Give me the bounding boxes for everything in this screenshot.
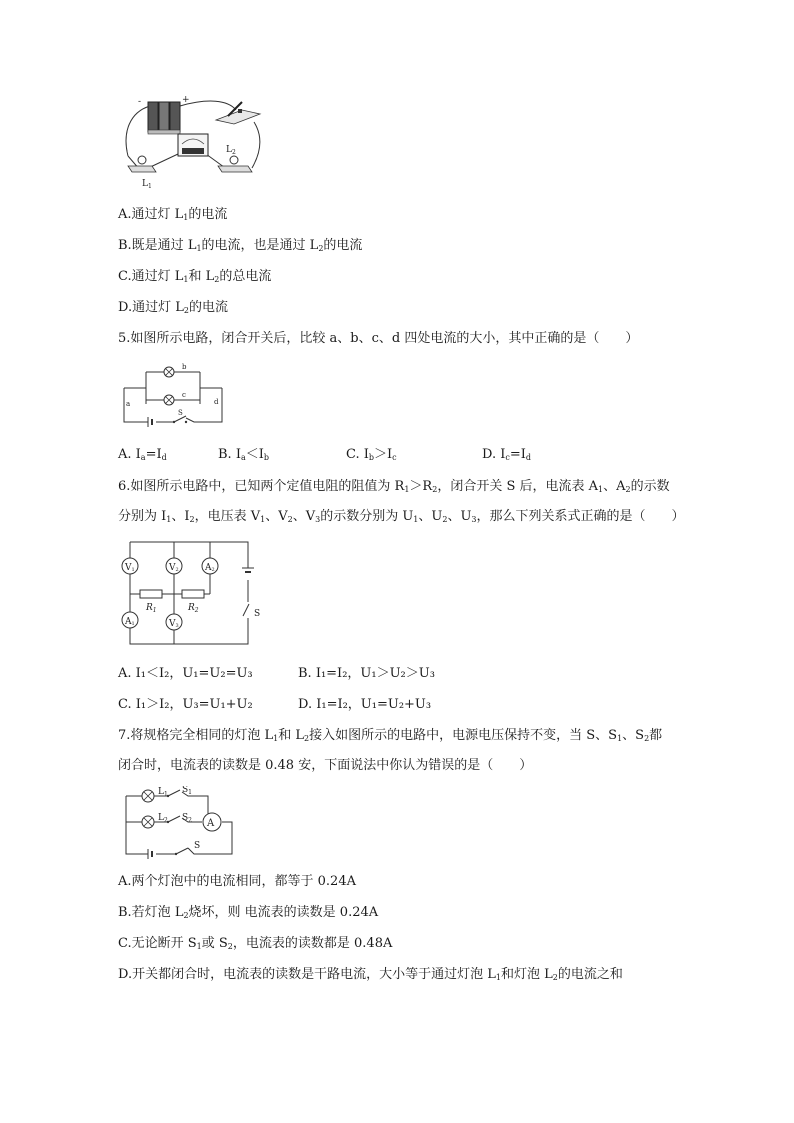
- lamp-l2-icon: [142, 816, 154, 828]
- q6-option-b: B. I₁=I₂，U₁＞U₂＞U₃: [298, 666, 435, 681]
- lamp-l1-icon: [142, 790, 154, 802]
- q5-option-d: D. $I_c=I_d$: [482, 447, 531, 462]
- svg-text:d: d: [214, 398, 219, 406]
- svg-text:a: a: [126, 400, 131, 408]
- ammeter-a2-icon: [202, 558, 218, 574]
- svg-text:A: A: [207, 818, 215, 829]
- q7-option-c: C.无论断开 $S_1$或 $S_2$，电流表的读数都是 0.48A: [118, 936, 393, 951]
- svg-text:L2: $L_2$: [226, 145, 236, 156]
- q6-stem-line2: 分别为 $I_1$、$I_2$，电压表 $V_1$、$V_2$、$V_3$的示数分别为 $U_1$、$U_2$、$U_3$，那么下列关系式正确的是（ ）: [118, 509, 685, 524]
- svg-text:S2: $S_2$: [182, 813, 192, 824]
- q6-option-c: C. I₁＞I₂，U₃=U₁+U₂: [118, 697, 253, 712]
- q6-option-d: D. I₁=I₂，U₁=U₂+U₃: [298, 697, 432, 712]
- battery-icon: [148, 102, 180, 134]
- lamp-l2-icon: [218, 156, 252, 172]
- svg-text:+: +: [182, 95, 190, 105]
- q5-circuit-figure: [118, 360, 228, 428]
- lamp-l1-icon: [128, 156, 156, 172]
- q6-option-a: A. I₁＜I₂，U₁=U₂=U₃: [118, 666, 253, 681]
- q5-option-a: A. $I_a=I_d$: [118, 447, 167, 462]
- svg-text:L1: $L_1$: [158, 787, 168, 798]
- q4-option-a: A.通过灯 $L_1$的电流: [118, 207, 228, 222]
- svg-text:R1: $R_1$: [146, 603, 157, 614]
- svg-text:S: S: [194, 841, 201, 851]
- lamp-icon: [164, 395, 174, 405]
- q7-option-b: B.若灯泡 $L_2$烧坏，则 电流表的读数是 0.24A: [118, 905, 379, 920]
- switch-icon: [216, 102, 260, 124]
- svg-text:A2: A2: [205, 563, 215, 573]
- q5-options: [118, 446, 678, 464]
- q7-stem-line2: 闭合时，电流表的读数是 0.48 安，下面说法中你认为错误的是（ ）: [118, 758, 533, 773]
- ammeter-a1-icon: [122, 612, 138, 628]
- q4-circuit-figure: [118, 92, 268, 194]
- q4-option-c: C.通过灯 $L_1$和 $L_2$的总电流: [118, 269, 272, 284]
- svg-text:V1: V1: [125, 563, 135, 573]
- q7-option-d: D.开关都闭合时，电流表的读数是干路电流，大小等于通过灯泡 $L_1$和灯泡 $L_2$的电流之和: [118, 967, 623, 982]
- ammeter-icon: [178, 134, 208, 156]
- svg-text:S1: $S_1$: [182, 786, 192, 796]
- q6-circuit-figure: [118, 538, 268, 648]
- svg-text:L2: $L_2$: [158, 813, 168, 824]
- svg-text:L1: $L_1$: [142, 179, 152, 190]
- q6-stem-line1: 6.如图所示电路中，已知两个定值电阻的阻值为 $R_1>R_2$，闭合开关 S 后，电流表 $A_1$、$A_2$的示数: [118, 479, 670, 494]
- q6-options-row1: [118, 665, 678, 683]
- battery-icon: [148, 417, 152, 427]
- svg-text:S: S: [254, 609, 261, 619]
- svg-text:c: c: [182, 391, 186, 399]
- q4-option-b: B.既是通过 $L_1$的电流，也是通过 $L_2$的电流: [118, 238, 363, 253]
- q7-option-a: A.两个灯泡中的电流相同，都等于 0.24A: [118, 874, 356, 889]
- lamp-icon: [164, 367, 174, 377]
- svg-text:V3: V3: [169, 619, 179, 629]
- q4-option-d: D.通过灯 $L_2$的电流: [118, 300, 228, 315]
- svg-text:S: S: [178, 409, 183, 417]
- svg-text:V2: V2: [169, 563, 179, 573]
- svg-text:b: b: [182, 363, 187, 371]
- svg-text:A1: A1: [125, 617, 135, 627]
- svg-text:R2: $R_2$: [188, 603, 199, 614]
- q5-option-b: B. $I_a<I_b$: [218, 447, 269, 462]
- battery-icon: [242, 568, 254, 572]
- q5-option-c: C. $I_b>I_c$: [346, 447, 397, 462]
- voltmeter-v2-icon: [166, 558, 182, 574]
- q7-stem-line1: 7.将规格完全相同的灯泡 $L_1$和 $L_2$接入如图所示的电路中，电源电压保持不变，当 S、$S_1$、$S_2$都: [118, 728, 663, 743]
- q7-circuit-figure: [118, 786, 238, 862]
- q6-options-row2: [118, 696, 678, 714]
- q5-stem: 5.如图所示电路，闭合开关后，比较 a、b、c、d 四处电流的大小，其中正确的是（ ）: [118, 331, 639, 346]
- voltmeter-v3-icon: [166, 614, 182, 630]
- battery-icon: [148, 849, 152, 859]
- voltmeter-v1-icon: [122, 558, 138, 574]
- ammeter-icon: [203, 813, 221, 831]
- svg-text:-: -: [138, 97, 142, 107]
